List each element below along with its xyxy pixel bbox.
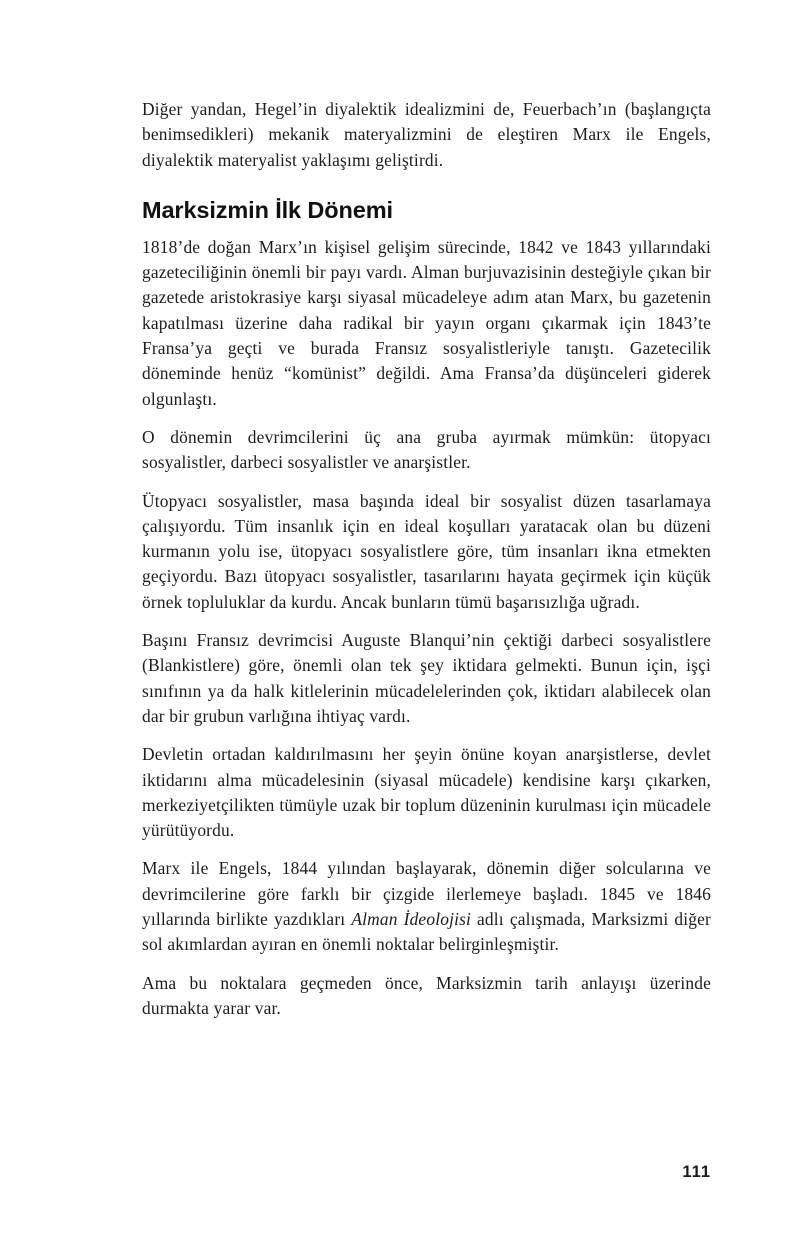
page-text-column xyxy=(142,97,711,1034)
paragraph-blanquists: Başını Fransız devrimcisi Auguste Blanqui’nin çektiği darbeci sosyalistlere (Blankistlere) göre, önemli olan tek şey iktidara gelmekti. Bunun için, işçi sınıfının ya da halk kitlelerinin mücadelelerinden çok, iktidarı alabilecek olan dar bir grubun varlığına ihtiyaç vardı. xyxy=(142,630,711,726)
paragraph-german-ideology xyxy=(142,856,711,957)
page-number: 111 xyxy=(682,1163,711,1181)
paragraph-three-groups: O dönemin devrimcilerini üç ana gruba ayırmak mümkün: ütopyacı sosyalistler, darbeci sosyalistler ve anarşistler. xyxy=(142,426,711,473)
page-title: Marksizmin İlk Dönemi xyxy=(142,196,393,223)
paragraph-german-ideology-part2: adlı çalışmada, Marksizmi diğer sol akımlardan ayıran en önemli noktalar belirginleşmiştir. xyxy=(142,909,711,955)
paragraph-marx-biography: 1818’de doğan Marx’ın kişisel gelişim sürecinde, 1842 ve 1843 yıllarındaki gazeteciliğinin önemli bir payı vardı. Alman burjuvazisinin desteğiyle çıkan bir gazetede aristokrasiye karşı siyasal mücadeleye adım atan Marx, bu gazetenin kapatılması üzerine daha radikal bir yayın organı çıkarmak için 1843’te Fransa’ya geçti ve burada Fransız sosyalistleriyle tanıştı. Gazetecilik döneminde henüz “komünist” değildi. Ama Fransa’da düşünceleri giderek olgunlaştı. xyxy=(142,236,711,409)
paragraph-anarchists: Devletin ortadan kaldırılmasını her şeyin önüne koyan anarşistlerse, devlet iktidarını alma mücadelesinin (siyasal mücadele) kendisine karşı çıkarken, merkeziyetçilikten tümüyle uzak bir toplum düzeninin kurulması için mücadele yürütüyordu. xyxy=(142,744,711,841)
paragraph-german-ideology-part1: Marx ile Engels, 1844 yılından başlayarak, dönemin diğer solcularına ve devrimcilerine göre farklı bir çizgide ilerlemeye başladı. 1845 ve 1846 yıllarında birlikte yazdıkları xyxy=(142,858,711,930)
paragraph-closing: Ama bu noktalara geçmeden önce, Marksizmin tarih anlayışı üzerinde durmakta yarar var. xyxy=(142,972,711,1018)
paragraph-intro: Diğer yandan, Hegel’in diyalektik idealizmini de, Feuerbach’ın (başlangıçta benimsedikleri) mekanik materyalizmini de eleştiren Marx ile Engels, diyalektik materyalist yaklaşımı geliştirdi. xyxy=(142,99,711,170)
book-title-alman-ideolojisi: Alman İdeolojisi xyxy=(351,909,472,930)
paragraph-utopian-socialists: Ütopyacı sosyalistler, masa başında ideal bir sosyalist düzen tasarlamaya çalışıyordu. Tüm insanlık için en ideal koşulları yaratacak olan bu düzeni kurmanın yolu ise, ütopyacı sosyalistlere göre, tüm insanları ikna etmekten geçiyordu. Bazı ütopyacı sosyalistler, tasarılarını hayata geçirmek için küçük örnek topluluklar da kurdu. Ancak bunların tümü başarısızlığa uğradı. xyxy=(142,490,711,612)
